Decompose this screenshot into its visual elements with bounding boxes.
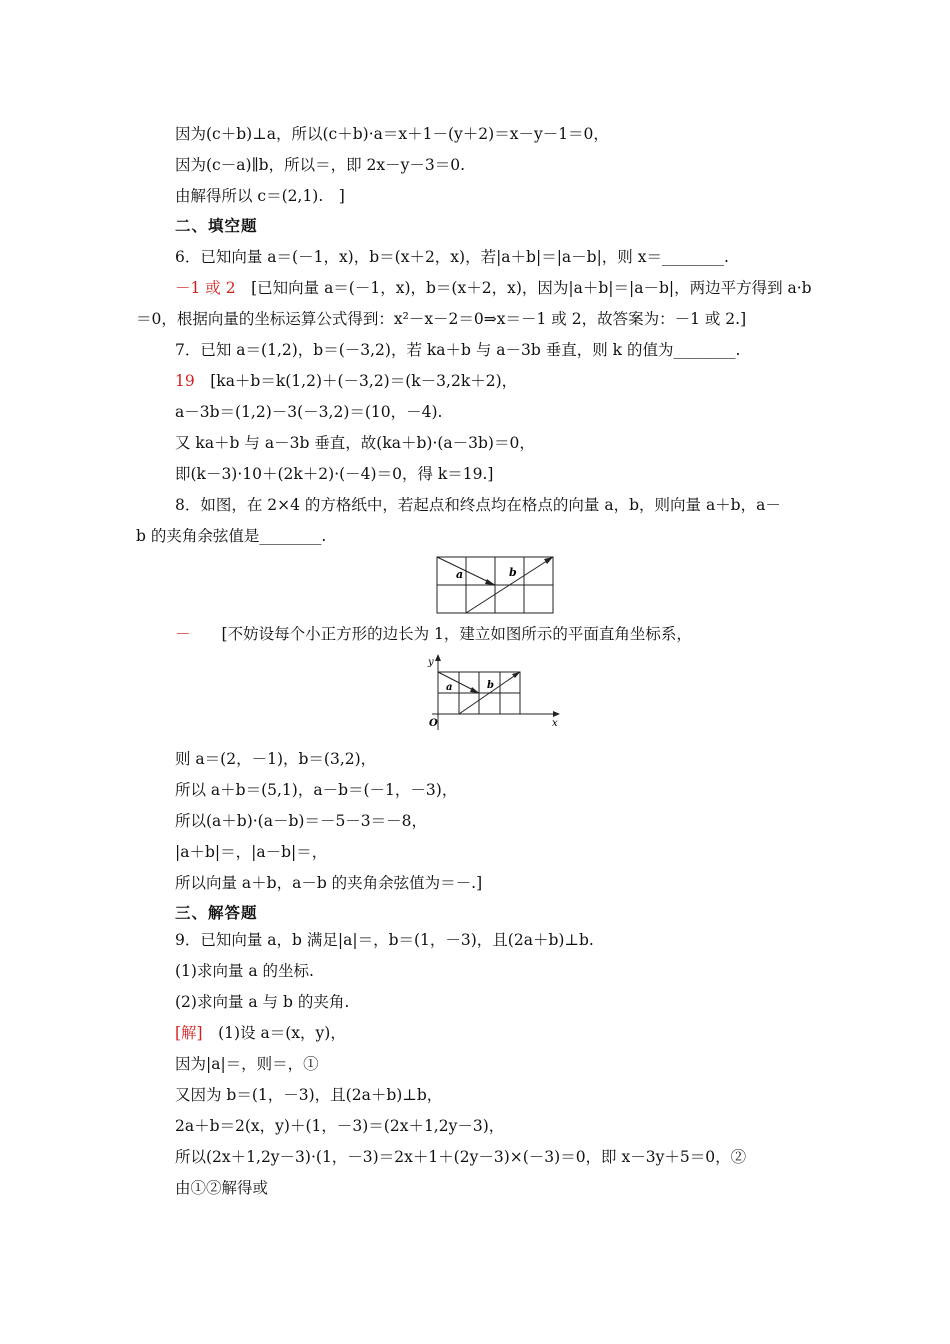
- vector-a-label: a: [456, 568, 464, 581]
- text-line: 所以(a＋b)·(a－b)＝－5－3＝－8，: [175, 812, 428, 830]
- section-heading: 二、填空题: [175, 216, 258, 235]
- text-line: 即(k－3)·10＋(2k＋2)·(－4)＝0，得 k＝19.]: [175, 465, 494, 483]
- text-line: [不妨设每个小正方形的边长为 1，建立如图所示的平面直角坐标系，: [221, 625, 692, 643]
- y-axis-label: y: [428, 657, 434, 668]
- question-8: 8．如图，在 2×4 的方格纸中，若起点和终点均在格点的向量 a，b，则向量 a＋b，a－: [175, 496, 781, 514]
- text-line: 则 a＝(2，－1)，b＝(3,2)，: [175, 750, 377, 768]
- text-line: |a＋b|＝，|a－b|＝，: [175, 843, 328, 861]
- question-6: 6．已知向量 a＝(－1，x)，b＝(x＋2，x)，若|a＋b|＝|a－b|，则 x＝________.: [175, 248, 729, 266]
- text-line: 所以 a＋b＝(5,1)，a－b＝(－1，－3)，: [175, 781, 458, 799]
- text-line: b 的夹角余弦值是________.: [136, 527, 327, 545]
- answer-line: [175, 371, 517, 391]
- answer-line: [175, 624, 692, 644]
- vector-a-label: a: [446, 682, 453, 693]
- text-line: 2a＋b＝2(x，y)＋(1，－3)＝(2x＋1,2y－3)，: [175, 1117, 505, 1135]
- text-line: (1)求向量 a 的坐标.: [175, 962, 314, 980]
- text-line: 又 ka＋b 与 a－3b 垂直，故(ka＋b)·(a－3b)＝0，: [175, 434, 535, 452]
- answer-line: [175, 278, 812, 298]
- text-line: a－3b＝(1,2)－3(－3,2)＝(10，－4).: [175, 403, 443, 421]
- text-line: [已知向量 a＝(－1，x)，b＝(x＋2，x)，因为|a＋b|＝|a－b|，两边平方得到 a·b: [251, 279, 812, 297]
- text-line: 所以(2x＋1,2y－3)·(1，－3)＝2x＋1＋(2y－3)×(－3)＝0，即 x－3y＋5＝0，②: [175, 1148, 747, 1166]
- text-line: 所以向量 a＋b，a－b 的夹角余弦值为＝－.]: [175, 874, 483, 892]
- vector-b-label: b: [509, 566, 517, 579]
- text-line: ＝0，根据向量的坐标运算公式得到：x²－x－2＝0⇒x＝－1 或 2，故答案为：－1 或 2.]: [136, 310, 747, 328]
- vector-b-label: b: [487, 680, 494, 691]
- answer-q9: [解]: [175, 1024, 203, 1042]
- origin-label: O: [429, 718, 438, 729]
- question-9: 9．已知向量 a，b 满足|a|＝，b＝(1，－3)，且(2a＋b)⊥b.: [175, 931, 594, 949]
- coordinate-figure: [424, 650, 564, 732]
- text-line: 因为(c－a)∥b，所以＝，即 2x－y－3＝0.: [175, 156, 466, 174]
- answer-line: [175, 1023, 346, 1043]
- text-line: 由①②解得或: [175, 1179, 269, 1197]
- text-line: 因为(c＋b)⊥a，所以(c＋b)·a＝x＋1－(y＋2)＝x－y－1＝0，: [175, 125, 609, 143]
- answer-q6: －1 或 2: [175, 279, 236, 297]
- grid-figure: [436, 556, 554, 614]
- section-heading: 三、解答题: [175, 903, 258, 922]
- text-line: (2)求向量 a 与 b 的夹角.: [175, 993, 350, 1011]
- text-line: 因为|a|＝，则＝，①: [175, 1055, 319, 1073]
- question-7: 7．已知 a＝(1,2)，b＝(－3,2)，若 ka＋b 与 a－3b 垂直，则 k 的值为________.: [175, 341, 741, 359]
- text-line: 又因为 b＝(1，－3)，且(2a＋b)⊥b，: [175, 1086, 443, 1104]
- answer-q7: 19: [175, 372, 195, 390]
- text-line: [ka＋b＝k(1,2)＋(－3,2)＝(k－3,2k＋2)，: [210, 372, 518, 390]
- answer-q8: －: [175, 625, 191, 643]
- text-line: (1)设 a＝(x，y)，: [218, 1024, 346, 1042]
- x-axis-label: x: [552, 718, 558, 729]
- text-line: 由解得所以 c＝(2,1). ]: [175, 187, 345, 205]
